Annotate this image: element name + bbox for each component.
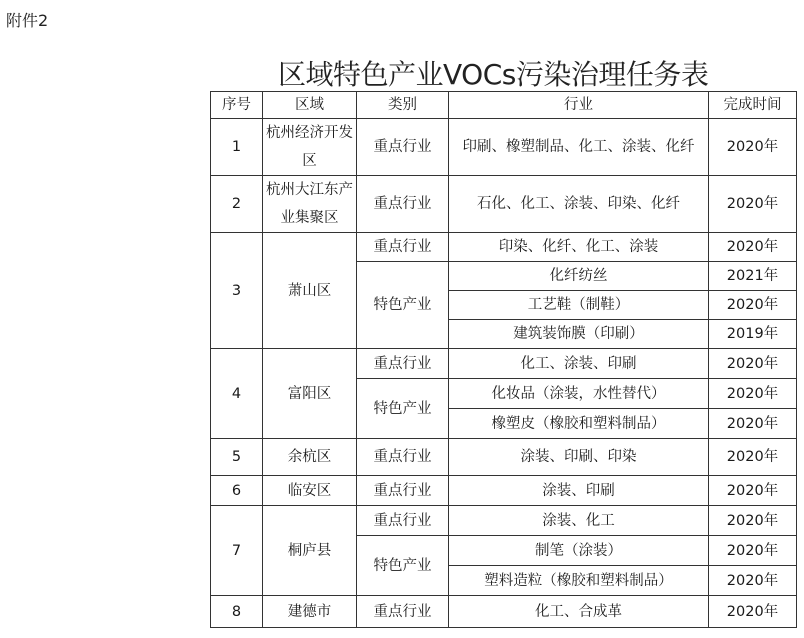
industry-cell: 建筑装饰膜（印刷） (449, 320, 709, 349)
attachment-label: 附件2 (6, 11, 49, 30)
year-cell: 2020年 (709, 409, 797, 439)
table-row (211, 233, 797, 262)
category-cell: 特色产业 (357, 262, 449, 349)
row-number: 4 (211, 349, 263, 439)
row-number: 2 (211, 176, 263, 233)
year-cell: 2020年 (709, 566, 797, 596)
year-cell: 2020年 (709, 439, 797, 476)
region-cell: 建德市 (263, 596, 357, 628)
table-row (211, 176, 797, 233)
region-cell: 临安区 (263, 476, 357, 506)
region-cell: 余杭区 (263, 439, 357, 476)
category-cell: 重点行业 (357, 119, 449, 176)
year-cell: 2020年 (709, 476, 797, 506)
region-cell: 杭州大江东产业集聚区 (263, 176, 357, 233)
row-number: 1 (211, 119, 263, 176)
task-table (210, 91, 797, 628)
region-cell: 萧山区 (263, 233, 357, 349)
header-cell: 区域 (263, 92, 357, 119)
category-cell: 重点行业 (357, 596, 449, 628)
header-cell: 类别 (357, 92, 449, 119)
category-cell: 重点行业 (357, 176, 449, 233)
industry-cell: 化妆品（涂装，水性替代） (449, 379, 709, 409)
table-row (211, 476, 797, 506)
industry-cell: 化工、合成革 (449, 596, 709, 628)
header-cell: 序号 (211, 92, 263, 119)
industry-cell: 印刷、橡塑制品、化工、涂装、化纤 (449, 119, 709, 176)
category-cell: 重点行业 (357, 233, 449, 262)
header-cell: 行业 (449, 92, 709, 119)
category-cell: 重点行业 (357, 476, 449, 506)
table-header-row (211, 92, 797, 119)
year-cell: 2020年 (709, 536, 797, 566)
category-cell: 特色产业 (357, 536, 449, 596)
table-row (211, 439, 797, 476)
year-cell: 2020年 (709, 349, 797, 379)
row-number: 5 (211, 439, 263, 476)
industry-cell: 涂装、化工 (449, 506, 709, 536)
year-cell: 2020年 (709, 291, 797, 320)
category-cell: 重点行业 (357, 439, 449, 476)
row-number: 8 (211, 596, 263, 628)
industry-cell: 石化、化工、涂装、印染、化纤 (449, 176, 709, 233)
industry-cell: 涂装、印刷 (449, 476, 709, 506)
year-cell: 2020年 (709, 233, 797, 262)
table-row (211, 596, 797, 628)
category-cell: 重点行业 (357, 506, 449, 536)
industry-cell: 塑料造粒（橡胶和塑料制品） (449, 566, 709, 596)
industry-cell: 化纤纺丝 (449, 262, 709, 291)
industry-cell: 橡塑皮（橡胶和塑料制品） (449, 409, 709, 439)
year-cell: 2021年 (709, 262, 797, 291)
region-cell: 桐庐县 (263, 506, 357, 596)
industry-cell: 印染、化纤、化工、涂装 (449, 233, 709, 262)
region-cell: 富阳区 (263, 349, 357, 439)
table-row (211, 119, 797, 176)
region-cell: 杭州经济开发区 (263, 119, 357, 176)
year-cell: 2019年 (709, 320, 797, 349)
industry-cell: 工艺鞋（制鞋） (449, 291, 709, 320)
year-cell: 2020年 (709, 119, 797, 176)
year-cell: 2020年 (709, 176, 797, 233)
industry-cell: 化工、涂装、印刷 (449, 349, 709, 379)
year-cell: 2020年 (709, 596, 797, 628)
industry-cell: 涂装、印刷、印染 (449, 439, 709, 476)
header-cell: 完成时间 (709, 92, 797, 119)
row-number: 3 (211, 233, 263, 349)
category-cell: 重点行业 (357, 349, 449, 379)
year-cell: 2020年 (709, 379, 797, 409)
year-cell: 2020年 (709, 506, 797, 536)
table-row (211, 506, 797, 536)
industry-cell: 制笔（涂装） (449, 536, 709, 566)
row-number: 7 (211, 506, 263, 596)
category-cell: 特色产业 (357, 379, 449, 439)
page-title: 区域特色产业VOCs污染治理任务表 (278, 58, 709, 91)
row-number: 6 (211, 476, 263, 506)
table-row (211, 349, 797, 379)
